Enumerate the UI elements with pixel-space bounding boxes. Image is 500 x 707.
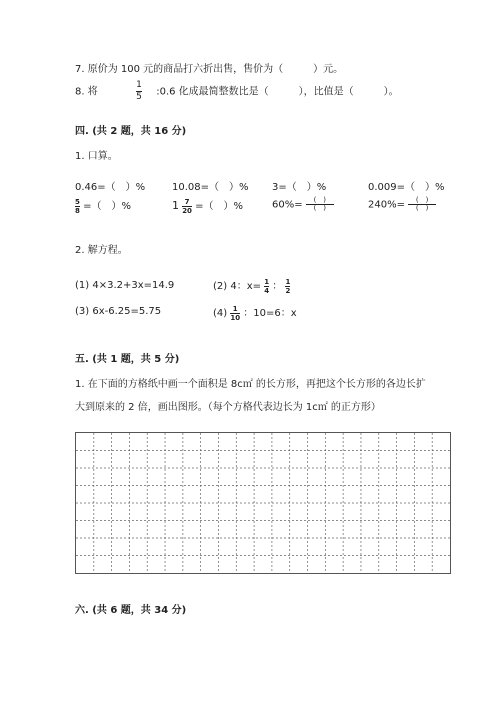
oral-calc-6 bbox=[172, 197, 243, 215]
equation-4 bbox=[213, 304, 297, 322]
oral-calc-5-rest: =（ ）% bbox=[83, 201, 131, 212]
mixed-whole: 1 bbox=[172, 199, 179, 212]
oral-calc-6-rest: =（ ）% bbox=[195, 201, 244, 212]
equation-2 bbox=[213, 277, 290, 295]
fraction-1-10: $\frac{1}{10}$ bbox=[230, 304, 241, 322]
fraction-7-20: $\frac{7}{20}$ bbox=[182, 197, 192, 215]
fraction-denominator: 5 bbox=[136, 92, 142, 102]
section-5-q1-line1: 1. 在下面的方格纸中画一个面积是 8c㎡ 的长方形，再把这个长方形的各边长扩 bbox=[75, 379, 426, 390]
oral-calc-3: 3=（ ）% bbox=[272, 182, 327, 193]
oral-calc-8 bbox=[368, 197, 436, 212]
fraction-numerator: 1 bbox=[136, 80, 142, 90]
section-6-title: 六. (共 6 题，共 34 分) bbox=[75, 605, 187, 616]
equation-3: (3) 6x-6.25=5.75 bbox=[75, 306, 162, 317]
equation-4-prefix: (4) bbox=[213, 308, 228, 319]
section-4-q2-title: 2. 解方程。 bbox=[75, 245, 128, 256]
oral-calc-7 bbox=[272, 197, 334, 212]
section-5-q1-line2: 大到原来的 2 倍，画出图形。（每个方格代表边长为 1c㎡ 的正方形） bbox=[75, 402, 381, 413]
fraction-1-2: $\frac{1}{2}$ bbox=[285, 277, 291, 295]
equation-2-colon: ： bbox=[272, 281, 283, 292]
fraction-5-8: $\frac{5}{8}$ bbox=[75, 197, 80, 215]
section-5-title: 五. (共 1 题，共 5 分) bbox=[75, 354, 180, 365]
blank-fraction: ( ) ( ) bbox=[306, 197, 334, 212]
blank-fraction: ( ) ( ) bbox=[408, 197, 436, 212]
oral-calc-5 bbox=[75, 197, 131, 215]
oral-calc-7-text: 60%= bbox=[272, 199, 303, 211]
section-4-title: 四. (共 2 题，共 16 分) bbox=[75, 126, 187, 137]
question-8-fraction bbox=[136, 80, 142, 103]
graph-paper-grid[interactable] bbox=[75, 432, 451, 574]
question-8-suffix: :0.6 化成最简整数比是（ ），比值是（ ）。 bbox=[156, 86, 399, 98]
question-8 bbox=[75, 80, 399, 103]
equation-1: (1) 4×3.2+3x=14.9 bbox=[75, 280, 175, 291]
question-8-prefix: 8. 将 bbox=[75, 86, 98, 98]
fraction-1-4: $\frac{1}{4}$ bbox=[264, 277, 270, 295]
oral-calc-1: 0.46=（ ）% bbox=[75, 182, 146, 193]
grid-lines bbox=[76, 433, 450, 573]
oral-calc-4: 0.009=（ ）% bbox=[368, 182, 445, 193]
equation-4-suffix: ：10=6：x bbox=[243, 308, 297, 319]
question-7: 7. 原价为 100 元的商品打六折出售，售价为（ ）元。 bbox=[75, 64, 344, 75]
oral-calc-2: 10.08=（ ）% bbox=[172, 182, 249, 193]
equation-2-prefix: (2) 4：x= bbox=[213, 281, 262, 292]
oral-calc-8-text: 240%= bbox=[368, 199, 405, 211]
section-4-q1-title: 1. 口算。 bbox=[75, 151, 118, 162]
